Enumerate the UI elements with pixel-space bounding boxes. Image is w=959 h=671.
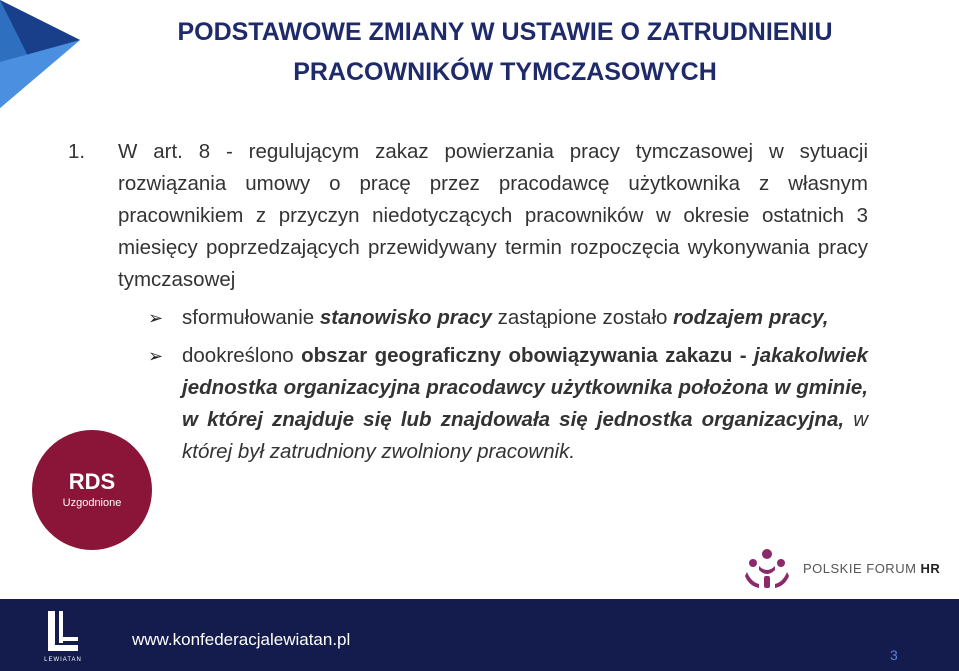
page-title-line-2: PRACOWNIKÓW TYMCZASOWYCH bbox=[293, 58, 717, 86]
website-link[interactable]: www.konfederacjalewiatan.pl bbox=[132, 630, 351, 649]
bullet-list bbox=[148, 302, 868, 468]
bullet-2-part-4: w której był zatrudniony zwolniony pracownik. bbox=[182, 408, 869, 463]
rds-badge-title: RDS bbox=[68, 469, 116, 494]
partner-name-bold: HR bbox=[920, 560, 941, 576]
page-title-line-1: PODSTAWOWE ZMIANY W USTAWIE O ZATRUDNIENIU bbox=[177, 18, 833, 46]
main-content bbox=[68, 136, 868, 474]
bullet-text-1 bbox=[182, 302, 868, 334]
partner-name bbox=[803, 561, 940, 576]
bullet-1-part-4: rodzajem pracy, bbox=[673, 306, 829, 329]
list-item-1 bbox=[68, 136, 868, 296]
page-title bbox=[100, 12, 910, 92]
bullet-2-part-1: dookreślono bbox=[182, 344, 302, 367]
polskie-forum-hr-icon bbox=[745, 548, 789, 588]
arrow-bullet-icon: ➢ bbox=[148, 308, 164, 328]
partner-name-text: POLSKIE FORUM bbox=[803, 560, 921, 576]
footer-bar bbox=[0, 599, 959, 671]
page-number: 3 bbox=[890, 647, 898, 663]
rds-badge bbox=[32, 430, 152, 550]
lewiatan-logo bbox=[38, 609, 88, 667]
list-item-number: 1. bbox=[68, 140, 86, 163]
bullet-1-part-2: stanowisko pracy bbox=[319, 306, 492, 329]
bullet-item-2 bbox=[148, 340, 868, 468]
partner-logo bbox=[745, 548, 940, 588]
bullet-2-part-3: jakakolwiek jednostka organizacyjna pracodawcy użytkownika położona w gminie, w której znajduje się lub znajdowała się jednostka organizacyjna, bbox=[182, 344, 868, 431]
list-item-text: W art. 8 - regulującym zakaz powierzania pracy tymczasowej w sytuacji rozwiązania umowy o pracę przez pracodawcę użytkownika z własnym pracownikiem z przyczyn niedotyczących pracowników w okresie ostatnich 3 miesięcy poprzedzających przewidywany termin rozpoczęcia wykonywania pracy tymczasowej bbox=[118, 140, 868, 291]
corner-logo-icon bbox=[0, 0, 80, 108]
bullet-2-part-2: obszar geograficzny obowiązywania zakazu - bbox=[301, 344, 747, 367]
bullet-text-2 bbox=[182, 340, 868, 468]
rds-badge-subtitle: Uzgodnione bbox=[62, 497, 122, 509]
lewiatan-logo-text: LEWIATAN bbox=[44, 657, 82, 663]
lewiatan-logo-icon bbox=[38, 609, 88, 655]
bullet-1-part-3: zastąpione zostało bbox=[491, 306, 674, 329]
arrow-bullet-icon: ➢ bbox=[148, 346, 164, 366]
bullet-1-part-1: sformułowanie bbox=[182, 306, 320, 329]
bullet-item-1 bbox=[148, 302, 868, 334]
